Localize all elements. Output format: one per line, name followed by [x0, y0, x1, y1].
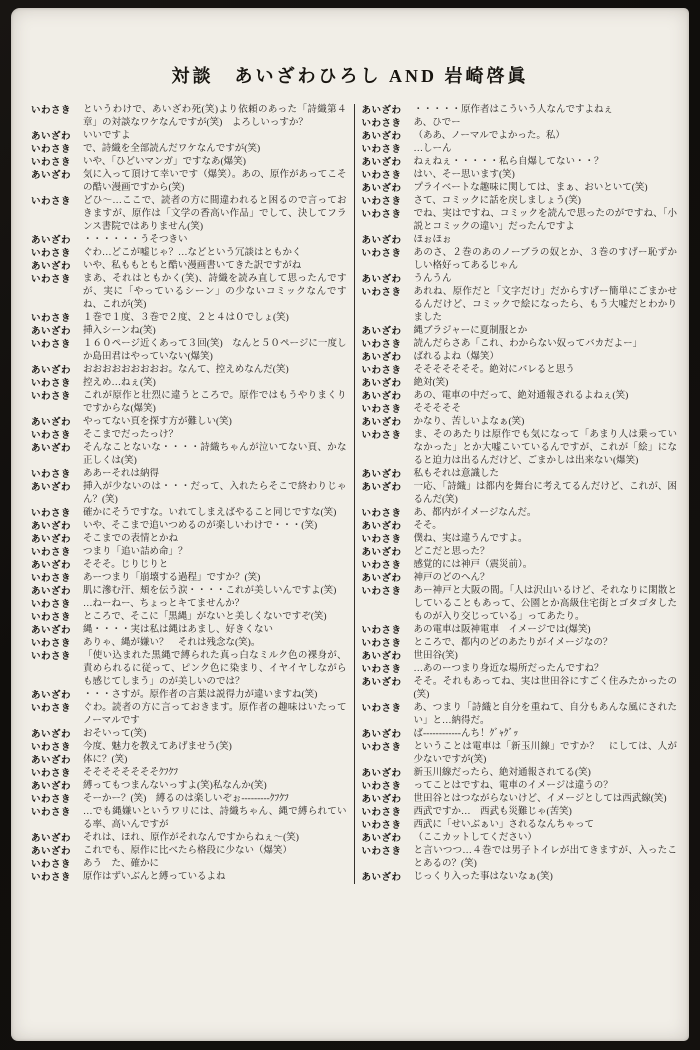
- speaker-name: あいざわ: [361, 391, 402, 402]
- speaker-name: いわさき: [31, 807, 72, 818]
- dialogue-row: [31, 390, 347, 416]
- dialogue-row: [31, 156, 347, 169]
- speaker-name: いわさき: [361, 586, 402, 597]
- speaker-name: いわさき: [31, 573, 72, 584]
- speaker-name: いわさき: [31, 872, 72, 883]
- dialogue-text: 世田谷(笑): [413, 651, 458, 661]
- speaker-name: いわさき: [31, 599, 72, 610]
- dialogue-text: 原作はずいぶんと縛っているよね: [83, 872, 226, 882]
- speaker-name: いわさき: [361, 742, 402, 753]
- dialogue-row: [31, 689, 347, 702]
- dialogue-text: ところで、都内のどのあたりがイメージなの？: [413, 638, 613, 648]
- dialogue-row: [362, 806, 678, 819]
- speaker-name: あいざわ: [361, 521, 402, 532]
- dialogue-text: おおおおおおおおお。なんて、控えめなんだ(笑): [83, 365, 289, 375]
- speaker-name: あいざわ: [31, 521, 72, 532]
- speaker-name: いわさき: [31, 794, 72, 805]
- speaker-name: あいざわ: [361, 677, 402, 688]
- speaker-name: あいざわ: [361, 105, 402, 116]
- speaker-name: あいざわ: [361, 378, 402, 389]
- speaker-name: いわさき: [361, 534, 402, 545]
- dialogue-row: [362, 377, 678, 390]
- speaker-name: いわさき: [361, 781, 402, 792]
- page-title: 対談 あいざわひろし AND 岩崎啓眞: [171, 66, 529, 86]
- speaker-name: あいざわ: [361, 417, 402, 428]
- dialogue-text: ほぉほぉ: [413, 235, 452, 245]
- speaker-name: いわさき: [31, 157, 72, 168]
- dialogue-text: おそいって(笑): [83, 729, 147, 739]
- dialogue-text: つまり「追い詰め命」？: [83, 547, 188, 557]
- speaker-name: いわさき: [31, 547, 72, 558]
- dialogue-text: ねぇねぇ・・・・・私ら自爆してない・・？: [413, 157, 604, 167]
- dialogue-row: [362, 533, 678, 546]
- dialogue-row: [362, 819, 678, 832]
- dialogue-text: これが原作と壮烈に違うところで。原作ではもうやりまくりですからな(爆笑): [83, 391, 347, 414]
- speaker-name: いわさき: [31, 144, 72, 155]
- speaker-name: いわさき: [31, 651, 72, 662]
- dialogue-row: [362, 871, 678, 884]
- speaker-name: いわさき: [361, 560, 402, 571]
- dialogue-text: 西武に「せいぶぁい」されるなんちゃって: [413, 820, 595, 830]
- dialogue-text: いいですよ: [83, 131, 131, 141]
- dialogue-text: これでも、原作に比べたら格段に少ない（爆笑）: [83, 846, 293, 856]
- dialogue-row: [31, 624, 347, 637]
- dialogue-text: …しーん: [413, 144, 452, 154]
- speaker-name: いわさき: [31, 742, 72, 753]
- dialogue-row: [362, 390, 678, 403]
- dialogue-text: 縄ブラジャーに夏制服とか: [413, 326, 528, 336]
- dialogue-text: どひ〜…ここで、読者の方に間違われると困るので言っておきますが、原作は「文学の香高い作品」でして、決してフランス書院ではありません(笑): [83, 196, 347, 232]
- dialogue-text: ああーそれは納得: [83, 469, 160, 479]
- speaker-name: あいざわ: [31, 586, 72, 597]
- dialogue-row: [362, 728, 678, 741]
- dialogue-text: さて、コミックに話を戻しましょう(笑): [413, 196, 581, 206]
- dialogue-text: ・・・・・原作者はこういう人なんですよねぇ: [413, 105, 614, 115]
- dialogue-row: [362, 364, 678, 377]
- dialogue-text: 絶対(笑): [413, 378, 449, 388]
- speaker-name: あいざわ: [361, 872, 402, 883]
- dialogue-row: [362, 325, 678, 338]
- dialogue-text: あ、つまり「詩織と自分を重ねて、自分もあんな風にされたい」と…納得だ。: [413, 703, 677, 726]
- speaker-name: いわさき: [31, 313, 72, 324]
- dialogue-text: 神戸のどのへん？: [413, 573, 490, 583]
- dialogue-row: [362, 585, 678, 624]
- dialogue-row: [362, 767, 678, 780]
- speaker-name: いわさき: [361, 703, 402, 714]
- dialogue-text: いや、そこまで追いつめるのが楽しいわけで・・・(笑): [83, 521, 318, 531]
- dialogue-row: [31, 325, 347, 338]
- speaker-name: あいざわ: [31, 560, 72, 571]
- speaker-name: あいざわ: [361, 326, 402, 337]
- dialogue-text: で、詩織を全部読んだワケなんですが(笑): [83, 144, 261, 154]
- dialogue-row: [31, 650, 347, 689]
- dialogue-text: 僕ね、実は違うんですよ。: [413, 534, 528, 544]
- dialogue-row: [31, 442, 347, 468]
- speaker-name: あいざわ: [361, 651, 402, 662]
- dialogue-row: [362, 273, 678, 286]
- dialogue-row: [362, 156, 678, 169]
- dialogue-text: ところで、そこに「黒縄」がないと美しくないですぞ(笑): [83, 612, 327, 622]
- dialogue-row: [362, 429, 678, 468]
- dialogue-text: １巻で１度、３巻で２度、２と４は０でしょ(笑): [83, 313, 289, 323]
- dialogue-text: あの電車は阪神電車 イメージでは(爆笑): [413, 625, 591, 635]
- dialogue-row: [31, 832, 347, 845]
- dialogue-text: プライベートな趣味に関しては、まぁ、おいといて(笑): [413, 183, 648, 193]
- dialogue-text: と言いつつ…４巻では男子トイレが出てきますが、入ったことあるの？(笑): [413, 846, 677, 869]
- speaker-name: あいざわ: [361, 469, 402, 480]
- dialogue-text: そそそ。じりじりと: [83, 560, 169, 570]
- dialogue-text: そこまでの表情とかね: [83, 534, 179, 544]
- speaker-name: あいざわ: [361, 235, 402, 246]
- speaker-name: いわさき: [361, 196, 402, 207]
- dialogue-text: そーかー？(笑) 縛るのは楽しいぞぉ---------ｸﾌｸﾌ: [83, 794, 289, 804]
- dialogue-row: [362, 117, 678, 130]
- speaker-name: いわさき: [361, 365, 402, 376]
- dialogue-text: そんなことないな・・・・詩織ちゃんが泣いてない頁、かな正しくは(笑): [83, 443, 347, 466]
- dialogue-row: [362, 234, 678, 247]
- dialogue-text: 今度、魅力を教えてあげませう(笑): [83, 742, 232, 752]
- dialogue-row: [31, 104, 347, 130]
- dialogue-text: 「使い込まれた黒縄で縛られた真っ白なミルク色の裸身が、責められるに従って、ピンク色に染まり、イヤイヤしながらも感じてしまう」のが美しいのでは？: [83, 651, 347, 687]
- speaker-name: あいざわ: [31, 729, 72, 740]
- dialogue-text: ま、そのあたりは原作でも気になって「あまり人は乗っていなかった」とか大嘘こいているんですが、これが「絵」になると迫力は出るんだけど、ごまかしは出来ない(爆笑): [413, 430, 677, 466]
- dialogue-row: [362, 130, 678, 143]
- speaker-name: あいざわ: [31, 131, 72, 142]
- speaker-name: あいざわ: [361, 352, 402, 363]
- speaker-name: いわさき: [31, 274, 72, 285]
- speaker-name: いわさき: [361, 820, 402, 831]
- speaker-name: あいざわ: [31, 534, 72, 545]
- dialogue-text: …あのーつまり身近な場所だったんですね？: [413, 664, 604, 674]
- dialogue-row: [362, 741, 678, 767]
- speaker-name: あいざわ: [361, 573, 402, 584]
- dialogue-text: あのさ、２巻のあのノーブラの奴とか、３巻のすげー恥ずかしい格好ってあるじゃん: [413, 248, 677, 271]
- dialogue-row: [31, 780, 347, 793]
- speaker-name: いわさき: [361, 846, 402, 857]
- speaker-name: いわさき: [31, 703, 72, 714]
- dialogue-text: 縄・・・・実は私は縄はあまし、好きくない: [83, 625, 274, 635]
- dialogue-text: 世田谷とはつながらないけど、イメージとしては西武線(笑): [413, 794, 667, 804]
- speaker-name: いわさき: [31, 248, 72, 259]
- dialogue-text: そそ。: [413, 521, 442, 531]
- speaker-name: いわさき: [361, 807, 402, 818]
- dialogue-text: １６０ページ近くあって３回(笑) なんと５０ページに一度しか島田君はやっていない(爆笑): [83, 339, 347, 362]
- dialogue-row: [31, 273, 347, 312]
- dialogue-row: [362, 845, 678, 871]
- dialogue-text: 控えめ…ねぇ(笑): [83, 378, 156, 388]
- dialogue-text: 挿入が少ないのは・・・だって、入れたらそこで終わりじゃん？(笑): [83, 482, 347, 505]
- dialogue-row: [31, 806, 347, 832]
- speaker-name: いわさき: [361, 339, 402, 350]
- dialogue-text: いや、私ももともと酷い漫画書いてきた訳ですがね: [83, 261, 302, 271]
- speaker-name: あいざわ: [31, 846, 72, 857]
- speaker-name: いわさき: [361, 638, 402, 649]
- dialogue-row: [362, 637, 678, 650]
- dialogue-text: …ねーねー、ちょっとキてませんか？: [83, 599, 245, 609]
- dialogue-text: ・・・さすが。原作者の言葉は説得力が違いますね(笑): [83, 690, 318, 700]
- dialogue-row: [362, 676, 678, 702]
- dialogue-text: というわけで、あいざわ死(笑)より依頼のあった「詩織第４章」の対談なワケなんですが(笑) よろしいっすか？: [83, 105, 347, 128]
- speaker-name: あいざわ: [361, 547, 402, 558]
- speaker-name: いわさき: [361, 508, 402, 519]
- dialogue-row: [31, 533, 347, 546]
- dialogue-row: [362, 702, 678, 728]
- dialogue-text: まあ、それはともかく(笑)、詩織を読み直して思ったんですが、実に「やっているシーン」の少ないコミックなんですね、これが(笑): [83, 274, 347, 310]
- speaker-name: あいざわ: [361, 794, 402, 805]
- dialogue-text: あー神戸と大阪の間。「人は沢山いるけど、それなりに閑散としていることもあって、公園とか高級住宅街とゴタゴタしたものが入り交じっている」ってあたり。: [413, 586, 677, 622]
- dialogue-row: [31, 312, 347, 325]
- speaker-name: あいざわ: [361, 274, 402, 285]
- dialogue-row: [31, 585, 347, 598]
- dialogue-row: [31, 572, 347, 585]
- speaker-name: あいざわ: [361, 157, 402, 168]
- speaker-name: あいざわ: [31, 482, 72, 493]
- speaker-name: いわさき: [31, 469, 72, 480]
- speaker-name: あいざわ: [361, 768, 402, 779]
- dialogue-column-left: [31, 104, 354, 884]
- dialogue-text: 私もそれは意識した: [413, 469, 500, 479]
- speaker-name: いわさき: [361, 248, 402, 259]
- dialogue-text: 気に入って頂けて幸いです（爆笑）。あの、原作があってこその酷い漫画ですから(笑): [83, 170, 347, 193]
- dialogue-text: ということは電車は「新玉川線」ですか？ にしては、人が少ないですが(笑): [413, 742, 677, 765]
- dialogue-row: [362, 832, 678, 845]
- speaker-name: あいざわ: [31, 755, 72, 766]
- speaker-name: いわさき: [31, 105, 72, 116]
- dialogue-row: [31, 598, 347, 611]
- dialogue-row: [362, 247, 678, 273]
- speaker-name: いわさき: [31, 391, 72, 402]
- dialogue-text: あーつまり「崩壊する過程」ですか？(笑): [83, 573, 261, 583]
- dialogue-text: うんうん: [413, 274, 452, 284]
- dialogue-row: [362, 468, 678, 481]
- dialogue-text: そこまでだったっけ？: [83, 430, 179, 440]
- speaker-name: いわさき: [31, 378, 72, 389]
- dialogue-text: 肌に滲む汗、頬を伝う涙・・・・これが美しいんですよ(笑): [83, 586, 337, 596]
- dialogue-row: [31, 364, 347, 377]
- speaker-name: あいざわ: [31, 690, 72, 701]
- dialogue-row: [31, 377, 347, 390]
- dialogue-row: [362, 481, 678, 507]
- dialogue-row: [31, 130, 347, 143]
- dialogue-row: [362, 169, 678, 182]
- dialogue-text: 西武ですか… 西武も災難じゃ(苦笑): [413, 807, 572, 817]
- speaker-name: あいざわ: [31, 170, 72, 181]
- dialogue-row: [31, 143, 347, 156]
- dialogue-row: [362, 104, 678, 117]
- dialogue-text: 新玉川線だったら、絶対通報されてる(笑): [413, 768, 591, 778]
- dialogue-text: 縛ってもつまんないっすよ(笑)私なんか(笑): [83, 781, 267, 791]
- dialogue-row: [31, 871, 347, 884]
- dialogue-row: [31, 546, 347, 559]
- dialogue-row: [31, 793, 347, 806]
- dialogue-row: [31, 741, 347, 754]
- dialogue-text: そそ。それもあってね、実は世田谷にすごく住みたかったの(笑): [413, 677, 677, 700]
- speaker-name: あいざわ: [361, 482, 402, 493]
- dialogue-row: [31, 195, 347, 234]
- dialogue-row: [362, 416, 678, 429]
- speaker-name: いわさき: [361, 170, 402, 181]
- dialogue-row: [362, 793, 678, 806]
- dialogue-row: [31, 858, 347, 871]
- dialogue-row: [31, 507, 347, 520]
- speaker-name: いわさき: [361, 209, 402, 220]
- dialogue-text: それは、ほれ、原作がそれなんですからねぇ〜(笑): [83, 833, 299, 843]
- dialogue-text: あれね、原作だと「文字だけ」だからすげー簡単にごまかせるんだけど、コミックで絵になったら、もう大嘘だとわかりました: [413, 287, 677, 323]
- dialogue-text: あ、都内がイメージなんだ。: [413, 508, 537, 518]
- dialogue-row: [31, 845, 347, 858]
- speaker-name: あいざわ: [31, 833, 72, 844]
- scanned-page: [11, 8, 689, 1041]
- dialogue-row: [31, 728, 347, 741]
- speaker-name: いわさき: [31, 508, 72, 519]
- speaker-name: あいざわ: [31, 235, 72, 246]
- speaker-name: あいざわ: [31, 326, 72, 337]
- dialogue-row: [31, 338, 347, 364]
- speaker-name: いわさき: [361, 118, 402, 129]
- dialogue-text: あ、ひでー: [413, 118, 461, 128]
- dialogue-text: 挿入シーンね(笑): [83, 326, 156, 336]
- dialogue-row: [31, 468, 347, 481]
- speaker-name: いわさき: [31, 612, 72, 623]
- speaker-name: いわさき: [361, 144, 402, 155]
- dialogue-text: ・・・・・・うそつきい: [83, 235, 188, 245]
- dialogue-text: どこだと思った？: [413, 547, 490, 557]
- dialogue-text: そそそそそ: [413, 404, 462, 414]
- dialogue-row: [31, 416, 347, 429]
- dialogue-column-right: [354, 104, 678, 884]
- speaker-name: あいざわ: [361, 833, 402, 844]
- dialogue-text: ば------------んち！ｸﾞｬｸﾞｯ: [413, 729, 518, 739]
- speaker-name: あいざわ: [31, 625, 72, 636]
- speaker-name: あいざわ: [361, 183, 402, 194]
- dialogue-text: かなり、苦しいよなぁ(笑): [413, 417, 525, 427]
- dialogue-text: いや、「ひどいマンガ」ですなあ(爆笑): [83, 157, 246, 167]
- speaker-name: いわさき: [361, 625, 402, 636]
- dialogue-row: [362, 286, 678, 325]
- speaker-name: いわさき: [31, 859, 72, 870]
- dialogue-row: [31, 559, 347, 572]
- speaker-name: いわさき: [31, 768, 72, 779]
- dialogue-text: あの、電車の中だって、絶対通報されるよねぇ(笑): [413, 391, 629, 401]
- speaker-name: いわさき: [31, 430, 72, 441]
- dialogue-row: [362, 143, 678, 156]
- speaker-name: あいざわ: [361, 131, 402, 142]
- dialogue-row: [31, 429, 347, 442]
- dialogue-text: 読んだらさあ「これ、わからない奴ってバカだよー」: [413, 339, 643, 349]
- dialogue-row: [31, 702, 347, 728]
- dialogue-text: そそそそそそそそｸﾌｸﾌ: [83, 768, 179, 778]
- dialogue-text: 体に？(笑): [83, 755, 128, 765]
- dialogue-row: [362, 572, 678, 585]
- speaker-name: あいざわ: [31, 443, 72, 454]
- dialogue-text: ぐわ。読者の方に言っておきます。原作者の趣味はいたってノーマルです: [83, 703, 347, 726]
- dialogue-text: ってことはですね、電車のイメージは違うの？: [413, 781, 613, 791]
- speaker-name: いわさき: [31, 196, 72, 207]
- dialogue-row: [31, 611, 347, 624]
- dialogue-row: [31, 767, 347, 780]
- speaker-name: いわさき: [361, 430, 402, 441]
- dialogue-row: [31, 754, 347, 767]
- dialogue-text: やってない頁を探す方が難しい(笑): [83, 417, 232, 427]
- dialogue-row: [362, 559, 678, 572]
- dialogue-text: 確かにそうですな。いれてしまえばやること同じですな(笑): [83, 508, 337, 518]
- dialogue-row: [362, 546, 678, 559]
- dialogue-row: [31, 520, 347, 533]
- dialogue-row: [31, 234, 347, 247]
- dialogue-text: 感覚的には神戸（震災前）。: [413, 560, 533, 570]
- dialogue-text: …でも縄嫌いというワリには、詩織ちゃん、縄で縛られている率、高いんですが: [83, 807, 347, 830]
- speaker-name: いわさき: [361, 287, 402, 298]
- dialogue-text: （ここカットしてください）: [413, 833, 537, 843]
- dialogue-row: [31, 637, 347, 650]
- dialogue-text: 一応、「詩織」は都内を舞台に考えてるんだけど、これが、困るんだ(笑): [413, 482, 677, 505]
- speaker-name: あいざわ: [31, 781, 72, 792]
- dialogue-text: はい、そー思います(笑): [413, 170, 515, 180]
- dialogue-row: [362, 520, 678, 533]
- dialogue-row: [31, 169, 347, 195]
- dialogue-row: [31, 481, 347, 507]
- speaker-name: あいざわ: [361, 729, 402, 740]
- dialogue-row: [362, 182, 678, 195]
- speaker-name: いわさき: [361, 404, 402, 415]
- dialogue-text: ばれるよね（爆笑）: [413, 352, 500, 362]
- dialogue-row: [362, 403, 678, 416]
- dialogue-row: [362, 650, 678, 663]
- dialogue-row: [31, 247, 347, 260]
- dialogue-row: [362, 195, 678, 208]
- dialogue-text: そそそそそそそ。絶対にバレると思う: [413, 365, 575, 375]
- dialogue-row: [362, 663, 678, 676]
- dialogue-text: じっくり入った事はないなぁ(笑): [413, 872, 553, 882]
- dialogue-row: [362, 624, 678, 637]
- speaker-name: いわさき: [31, 638, 72, 649]
- dialogue-text: ありゃ、縄が嫌い？ それは残念な(笑)。: [83, 638, 261, 648]
- dialogue-row: [362, 338, 678, 351]
- dialogue-text: ぐわ…どこが嘘じゃ？…などという冗談はともかく: [83, 248, 302, 258]
- speaker-name: あいざわ: [31, 261, 72, 272]
- dialogue-text: あう た、確かに: [83, 859, 160, 869]
- dialogue-row: [362, 351, 678, 364]
- dialogue-text: （ああ、ノーマルでよかった。私）: [413, 131, 565, 141]
- dialogue-row: [31, 260, 347, 273]
- dialogue-columns: [11, 104, 689, 884]
- dialogue-row: [362, 208, 678, 234]
- speaker-name: あいざわ: [31, 365, 72, 376]
- speaker-name: あいざわ: [31, 417, 72, 428]
- dialogue-row: [362, 507, 678, 520]
- speaker-name: いわさき: [361, 664, 402, 675]
- dialogue-text: でね、実はですね、コミックを読んで思ったのがですね、「小説とコミックの違い」だったんですよ: [413, 209, 677, 232]
- speaker-name: いわさき: [31, 339, 72, 350]
- dialogue-row: [362, 780, 678, 793]
